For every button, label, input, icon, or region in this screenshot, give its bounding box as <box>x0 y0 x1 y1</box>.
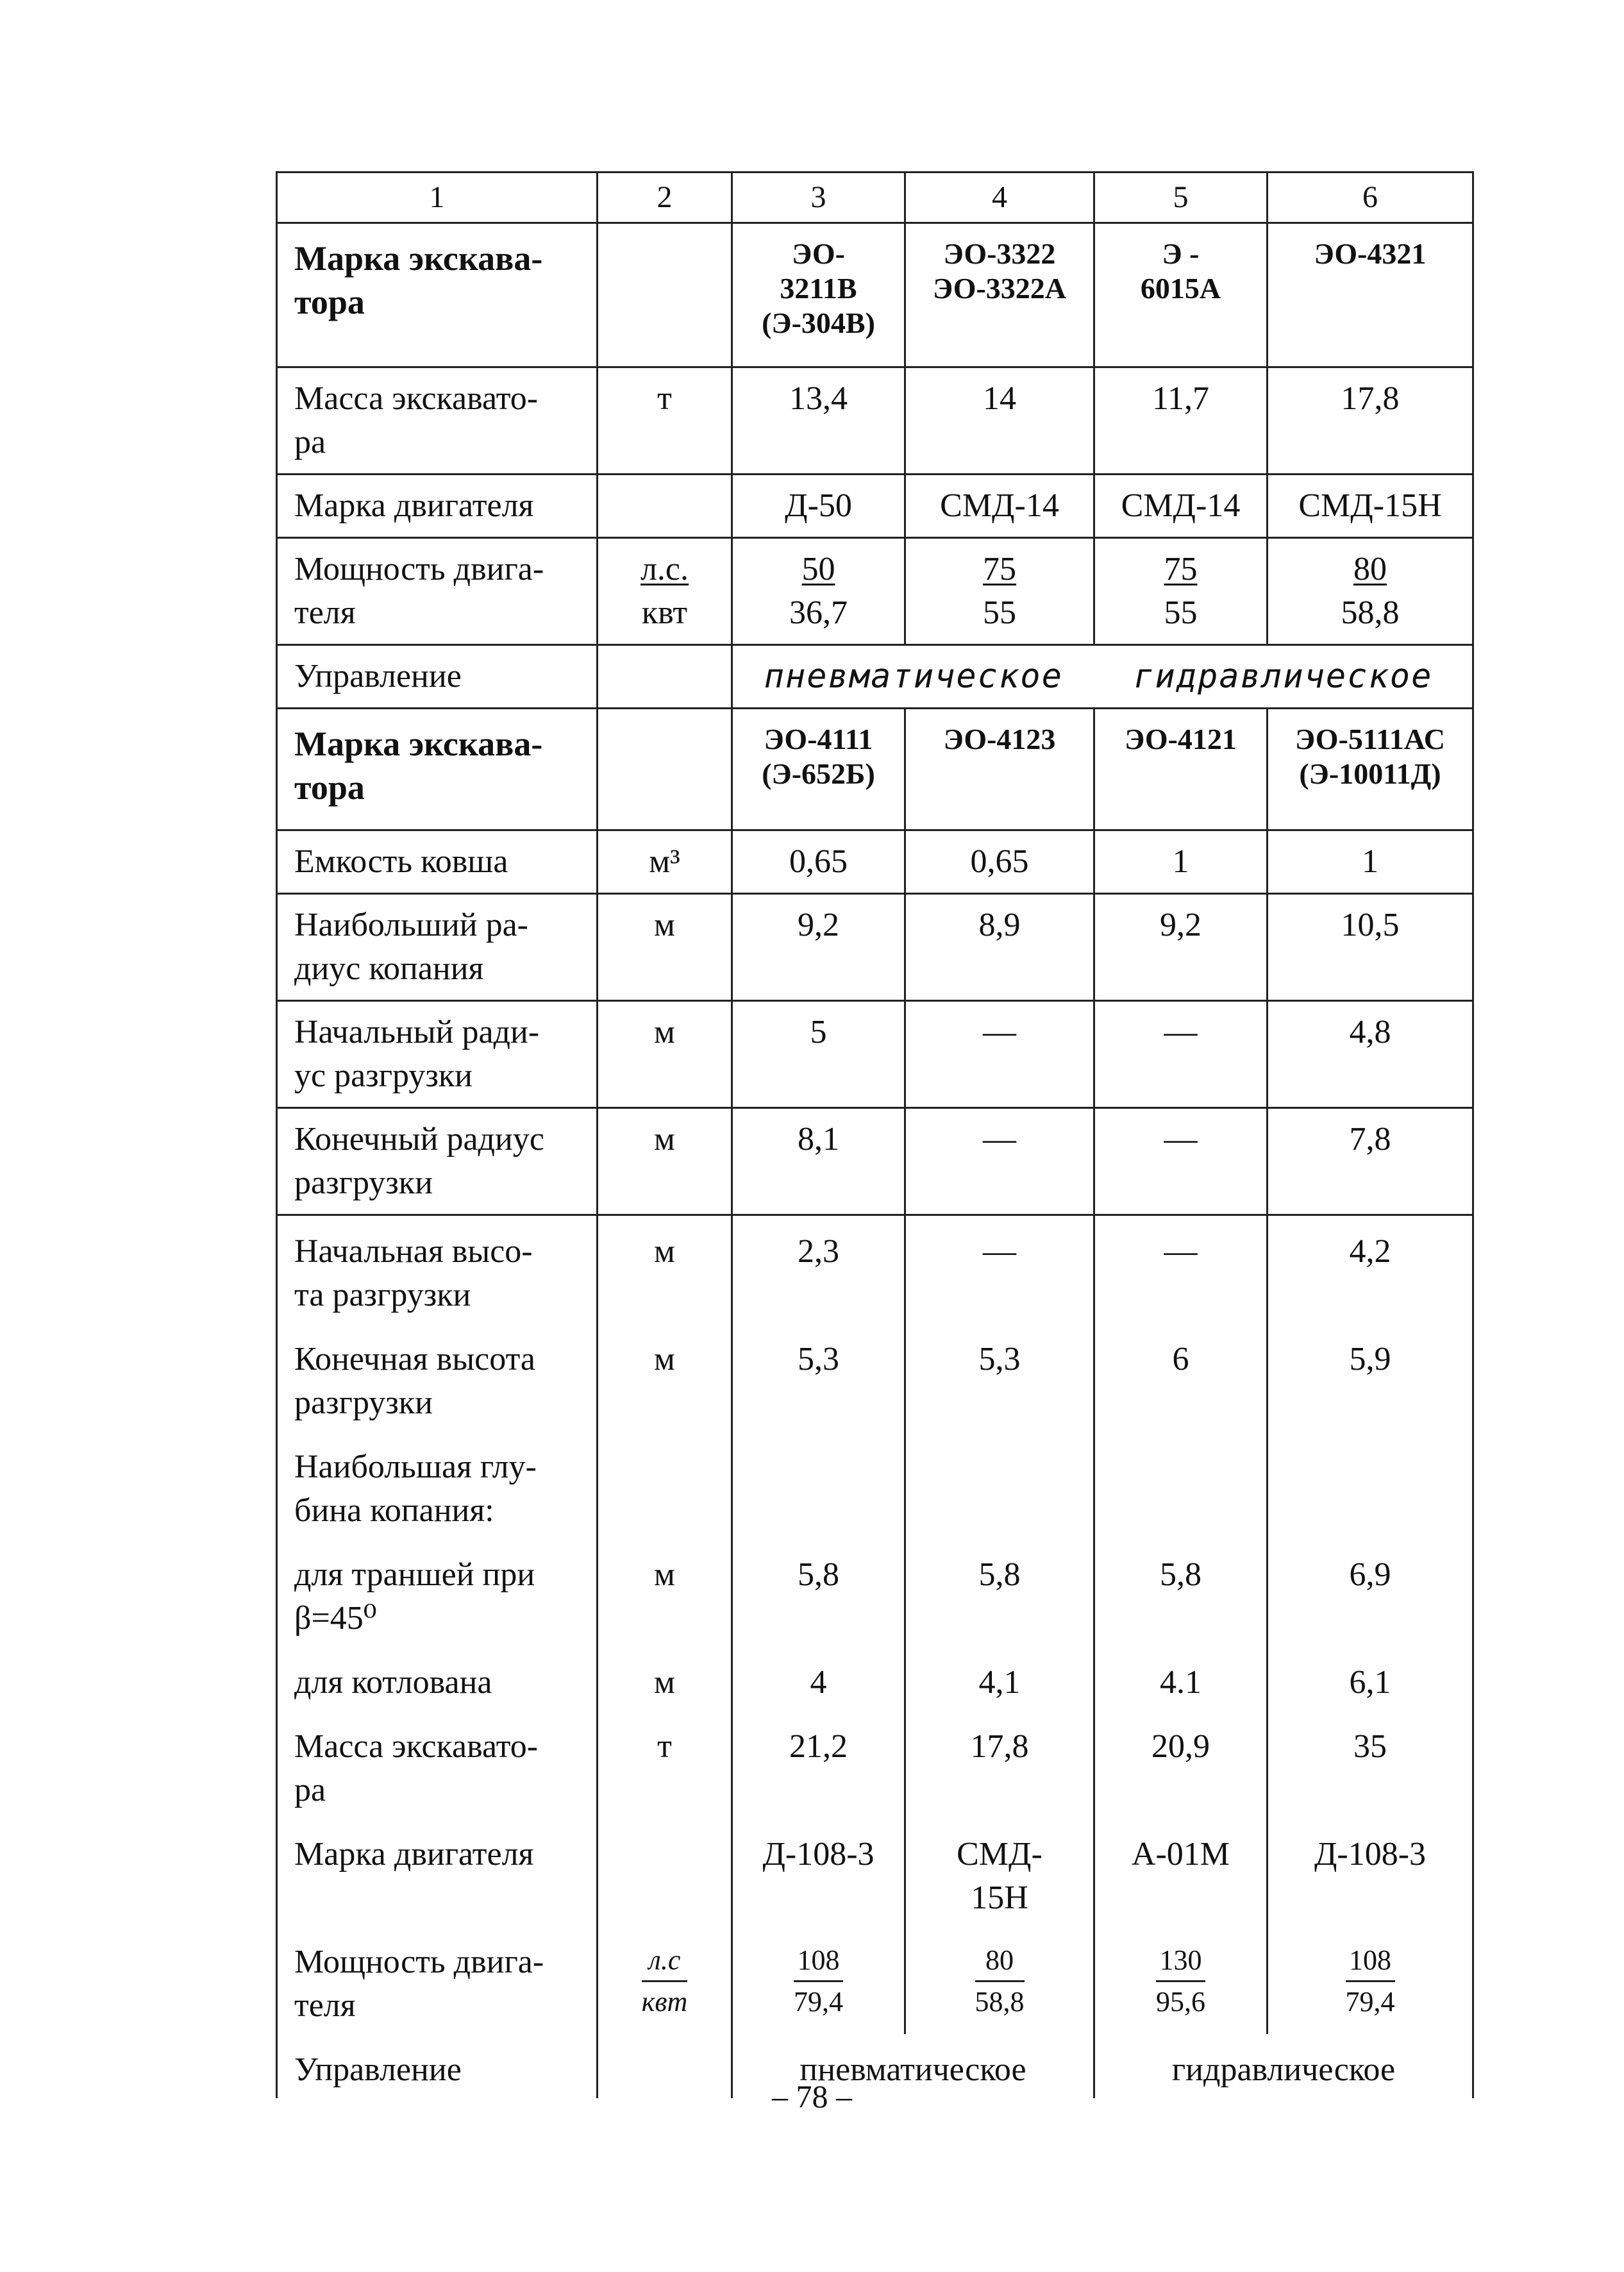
unit-cell: м <box>598 1215 732 1324</box>
model-cell: ЭО-5111АС (Э-10011Д) <box>1268 709 1473 830</box>
power-kw: 58,8 <box>1341 594 1400 631</box>
value-cell <box>1268 538 1473 645</box>
unit-denominator: квт <box>641 1986 688 2017</box>
value-cell <box>1268 1431 1473 1539</box>
row-label: Мощность двига- теля <box>277 538 598 645</box>
row-label: Наибольший ра- диус копания <box>277 894 598 1001</box>
row-label: Емкость ковша <box>277 830 598 894</box>
value-cell <box>905 538 1094 645</box>
value-cell: 4.1 <box>1094 1647 1268 1711</box>
row-label: Марка двигателя <box>277 1819 598 1926</box>
value-cell: — <box>905 1001 1094 1108</box>
power-fraction <box>1346 1940 1395 2022</box>
row-label: Марка экскава- тора <box>277 709 598 830</box>
row-label: Управление <box>277 645 598 709</box>
row-label: Управление <box>277 2034 598 2098</box>
column-number: 2 <box>598 173 732 223</box>
control-type-pneumatic: пневматическое <box>732 2034 1094 2098</box>
power-hp: 75 <box>1164 551 1198 587</box>
unit-cell: т <box>598 367 732 475</box>
model-cell: ЭО-4111 (Э-652Б) <box>732 709 905 830</box>
value-cell: — <box>905 1215 1094 1324</box>
row-label: Масса экскавато- ра <box>277 367 598 475</box>
value-cell: 9,2 <box>1094 894 1268 1001</box>
unit-cell: т <box>598 1711 732 1819</box>
unit-numerator: л.с. <box>640 551 689 587</box>
value-cell: 20,9 <box>1094 1711 1268 1819</box>
power-hp: 130 <box>1156 1940 1205 1982</box>
value-cell: 17,8 <box>1268 367 1473 475</box>
value-cell: 6,9 <box>1268 1539 1473 1647</box>
row-label: Наибольшая глу- бина копания: <box>277 1431 598 1539</box>
power-fraction <box>983 548 1016 635</box>
model-cell: ЭО- 3211В (Э-304В) <box>732 223 905 367</box>
model-cell: ЭО-4123 <box>905 709 1094 830</box>
value-cell: Д-108-3 <box>732 1819 905 1926</box>
value-cell: 5,3 <box>905 1324 1094 1431</box>
value-cell: 0,65 <box>732 830 905 894</box>
power-kw: 36,7 <box>789 594 848 631</box>
value-cell: 10,5 <box>1268 894 1473 1001</box>
power-fraction <box>1164 548 1198 635</box>
column-number: 3 <box>732 173 905 223</box>
value-cell: СМД-14 <box>1094 475 1268 538</box>
unit-denominator: квт <box>641 594 688 631</box>
power-hp: 50 <box>801 551 835 587</box>
table-row <box>277 1431 1473 1539</box>
value-cell: — <box>1094 1001 1268 1108</box>
power-fraction <box>794 1940 843 2022</box>
column-number: 5 <box>1094 173 1268 223</box>
unit-cell: м <box>598 1324 732 1431</box>
value-cell <box>732 538 905 645</box>
value-cell: 6,1 <box>1268 1647 1473 1711</box>
unit-cell <box>598 1926 732 2034</box>
value-cell: 35 <box>1268 1711 1473 1819</box>
unit-cell <box>598 475 732 538</box>
value-cell <box>1094 1926 1268 2034</box>
power-kw: 55 <box>1164 594 1198 631</box>
value-cell: 7,8 <box>1268 1108 1473 1215</box>
model-cell: Э - 6015А <box>1094 223 1268 367</box>
row-label: для котлована <box>277 1647 598 1711</box>
column-number: 6 <box>1268 173 1473 223</box>
column-number-row <box>277 173 1473 223</box>
value-cell: 5,8 <box>732 1539 905 1647</box>
row-label: Мощность двига- теля <box>277 1926 598 2034</box>
unit-fraction <box>642 1940 687 2022</box>
table-row <box>277 1001 1473 1108</box>
power-hp: 108 <box>794 1940 843 1982</box>
model-cell: ЭО-4121 <box>1094 709 1268 830</box>
table-row <box>277 1539 1473 1647</box>
unit-cell: м <box>598 1108 732 1215</box>
unit-cell: м³ <box>598 830 732 894</box>
table-row <box>277 894 1473 1001</box>
value-cell: Д-50 <box>732 475 905 538</box>
column-number: 1 <box>277 173 598 223</box>
table-row <box>277 475 1473 538</box>
unit-cell <box>598 645 732 709</box>
power-hp: 80 <box>975 1940 1025 1982</box>
power-fraction <box>975 1940 1025 2022</box>
table-row <box>277 1647 1473 1711</box>
power-fraction <box>1341 548 1400 635</box>
table-row <box>277 1108 1473 1215</box>
value-cell: 1 <box>1268 830 1473 894</box>
value-cell: 4,8 <box>1268 1001 1473 1108</box>
value-cell <box>732 1926 905 2034</box>
unit-cell: м <box>598 1647 732 1711</box>
value-cell: 1 <box>1094 830 1268 894</box>
power-kw: 79,4 <box>1345 1986 1395 2017</box>
power-hp: 80 <box>1353 551 1387 587</box>
table-row <box>277 1711 1473 1819</box>
power-fraction <box>1156 1940 1205 2022</box>
unit-cell <box>598 1431 732 1539</box>
row-label: Масса экскавато- ра <box>277 1711 598 1819</box>
power-kw: 79,4 <box>794 1986 843 2017</box>
column-number: 4 <box>905 173 1094 223</box>
value-cell <box>1094 538 1268 645</box>
value-cell: 6 <box>1094 1324 1268 1431</box>
unit-cell: м <box>598 1539 732 1647</box>
model-cell: ЭО-4321 <box>1268 223 1473 367</box>
table-row <box>277 830 1473 894</box>
row-label: Начальная высо- та разгрузки <box>277 1215 598 1324</box>
table-row <box>277 1324 1473 1431</box>
row-label: Марка экскава- тора <box>277 223 598 367</box>
value-cell: 11,7 <box>1094 367 1268 475</box>
value-cell: 5 <box>732 1001 905 1108</box>
table-row <box>277 538 1473 645</box>
value-cell <box>905 1431 1094 1539</box>
unit-cell <box>598 1819 732 1926</box>
table-row <box>277 1215 1473 1324</box>
unit-cell <box>598 709 732 830</box>
value-cell: СМД-14 <box>905 475 1094 538</box>
value-cell: 13,4 <box>732 367 905 475</box>
row-label: Конечная высота разгрузки <box>277 1324 598 1431</box>
unit-cell: м <box>598 1001 732 1108</box>
value-cell: 9,2 <box>732 894 905 1001</box>
model-row-1 <box>277 223 1473 367</box>
unit-cell <box>598 223 732 367</box>
value-cell: 5,8 <box>905 1539 1094 1647</box>
control-type-pneumatic: пневматическое <box>732 645 1094 709</box>
unit-cell: м <box>598 894 732 1001</box>
power-kw: 58,8 <box>975 1986 1025 2017</box>
value-cell: 4,2 <box>1268 1215 1473 1324</box>
value-cell: 14 <box>905 367 1094 475</box>
unit-fraction <box>640 548 689 635</box>
table-row <box>277 1819 1473 1926</box>
value-cell: СМД-15Н <box>1268 475 1473 538</box>
value-cell: 17,8 <box>905 1711 1094 1819</box>
value-cell: 8,1 <box>732 1108 905 1215</box>
value-cell: 5,8 <box>1094 1539 1268 1647</box>
unit-numerator: л.с <box>642 1940 687 1982</box>
control-row-1 <box>277 645 1473 709</box>
table-row <box>277 1926 1473 2034</box>
value-cell: 2,3 <box>732 1215 905 1324</box>
row-label: Марка двигателя <box>277 475 598 538</box>
row-label: Начальный ради- ус разгрузки <box>277 1001 598 1108</box>
value-cell: 4 <box>732 1647 905 1711</box>
value-cell <box>905 1926 1094 2034</box>
control-type-hydraulic: гидравлическое <box>1094 645 1473 709</box>
value-cell: 21,2 <box>732 1711 905 1819</box>
model-cell: ЭО-3322 ЭО-3322А <box>905 223 1094 367</box>
page-number: – 78 – <box>772 2078 852 2114</box>
model-row-2 <box>277 709 1473 830</box>
value-cell: — <box>1094 1215 1268 1324</box>
value-cell: — <box>905 1108 1094 1215</box>
unit-cell <box>598 538 732 645</box>
control-type-hydraulic: гидравлическое <box>1094 2034 1473 2098</box>
value-cell <box>732 1431 905 1539</box>
value-cell <box>1094 1431 1268 1539</box>
value-cell <box>1268 1926 1473 2034</box>
value-cell: 4,1 <box>905 1647 1094 1711</box>
row-label: Конечный радиус разгрузки <box>277 1108 598 1215</box>
value-cell: СМД- 15Н <box>905 1819 1094 1926</box>
value-cell: 5,3 <box>732 1324 905 1431</box>
value-cell: А-01М <box>1094 1819 1268 1926</box>
row-label: для траншей при β=45⁰ <box>277 1539 598 1647</box>
value-cell: 8,9 <box>905 894 1094 1001</box>
value-cell: Д-108-3 <box>1268 1819 1473 1926</box>
value-cell: — <box>1094 1108 1268 1215</box>
value-cell: 0,65 <box>905 830 1094 894</box>
table-row <box>277 367 1473 475</box>
power-kw: 55 <box>983 594 1016 631</box>
power-kw: 95,6 <box>1156 1986 1205 2017</box>
power-hp: 108 <box>1346 1940 1395 1982</box>
value-cell: 5,9 <box>1268 1324 1473 1431</box>
power-fraction <box>789 548 848 635</box>
excavator-spec-table <box>276 171 1474 2098</box>
power-hp: 75 <box>983 551 1016 587</box>
